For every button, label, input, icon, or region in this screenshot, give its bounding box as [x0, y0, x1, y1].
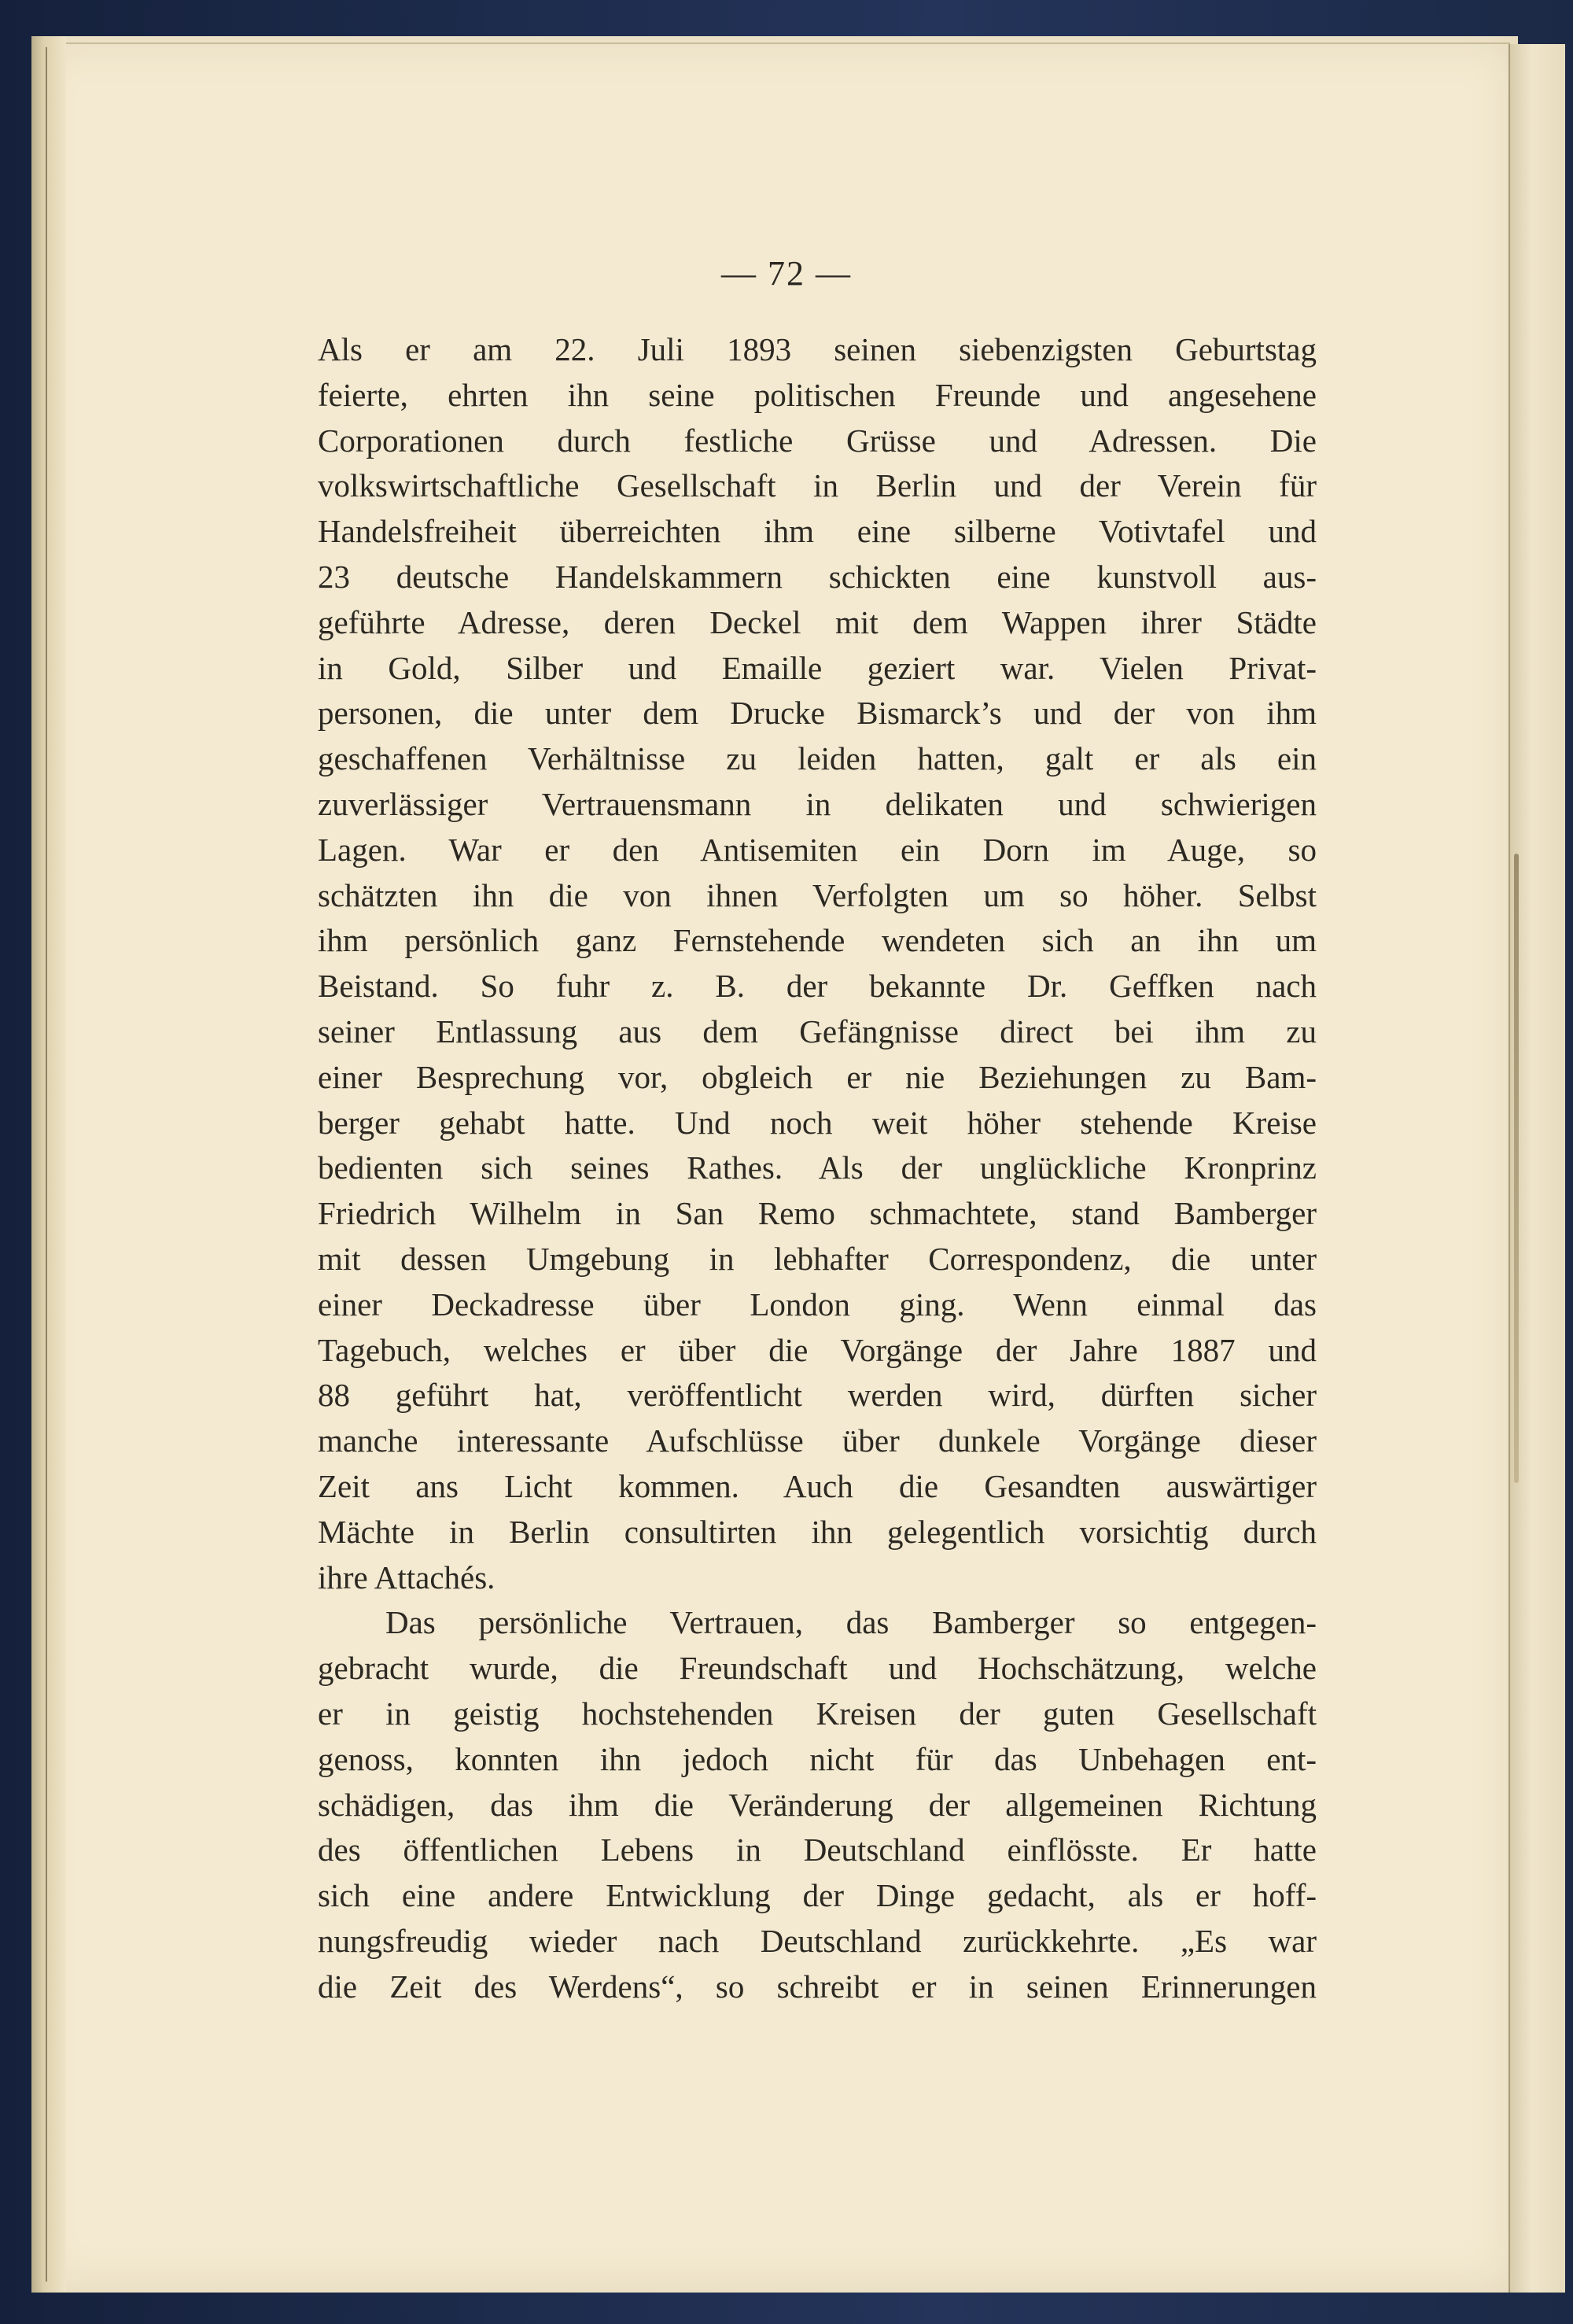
text-line: Mächte in Berlin consultirten ihn gelegentlich vorsichtig durch — [318, 1513, 1317, 1550]
text-line: zuverlässiger Vertrauensmann in delikaten und schwierigen — [318, 785, 1317, 822]
text-line: feierte, ehrten ihn seine politischen Freunde und angesehene — [318, 376, 1317, 413]
binding-mark — [1514, 854, 1519, 1483]
text-line: Das persönliche Vertrauen, das Bamberger so entgegen- — [385, 1604, 1317, 1641]
text-line: Corporationen durch festliche Grüsse und Adressen. Die — [318, 422, 1317, 459]
text-line: einer Besprechung vor, obgleich er nie Beziehungen zu Bam- — [318, 1058, 1317, 1095]
text-line: schätzten ihn die von ihnen Verfolgten um so höher. Selbst — [318, 876, 1317, 913]
text-line: einer Deckadresse über London ging. Wenn einmal das — [318, 1286, 1317, 1322]
text-line: genoss, konnten ihn jedoch nicht für das Unbehagen ent- — [318, 1740, 1317, 1777]
text-line: 23 deutsche Handelskammern schickten eine kunstvoll aus- — [318, 558, 1317, 595]
text-line: 88 geführt hat, veröffentlicht werden wird, dürften sicher — [318, 1377, 1317, 1414]
text-line: in Gold, Silber und Emaille geziert war. Vielen Privat- — [318, 649, 1317, 686]
text-line: die Zeit des Werdens“, so schreibt er in seinen Erinnerungen — [318, 1968, 1317, 2005]
text-line: er in geistig hochstehenden Kreisen der guten Gesellschaft — [318, 1695, 1317, 1732]
text-line: ihre Attachés. — [318, 1559, 495, 1595]
text-line: Tagebuch, welches er über die Vorgänge der Jahre 1887 und — [318, 1331, 1317, 1368]
text-line: ihm persönlich ganz Fernstehende wendeten sich an ihn um — [318, 922, 1317, 959]
text-line: Lagen. War er den Antisemiten ein Dorn im Auge, so — [318, 831, 1317, 868]
text-line: schädigen, das ihm die Veränderung der allgemeinen Richtung — [318, 1786, 1317, 1823]
text-line: seiner Entlassung aus dem Gefängnisse direct bei ihm zu — [318, 1013, 1317, 1049]
text-line: sich eine andere Entwicklung der Dinge gedacht, als er hoff- — [318, 1877, 1317, 1914]
text-line: manche interessante Aufschlüsse über dunkele Vorgänge dieser — [318, 1422, 1317, 1459]
text-line: volkswirtschaftliche Gesellschaft in Berlin und der Verein für — [318, 467, 1317, 504]
text-line: berger gehabt hatte. Und noch weit höher stehende Kreise — [318, 1104, 1317, 1141]
text-line: Als er am 22. Juli 1893 seinen siebenzigsten Geburtstag — [318, 331, 1317, 367]
text-line: Beistand. So fuhr z. B. der bekannte Dr. Geffken nach — [318, 968, 1317, 1005]
gutter-line — [46, 47, 47, 2282]
text-line: personen, die unter dem Drucke Bismarck’s und der von ihm — [318, 695, 1317, 732]
text-line: geschaffenen Verhältnisse zu leiden hatten, galt er als ein — [318, 740, 1317, 777]
page-top-edge — [66, 42, 1510, 44]
text-line: nungsfreudig wieder nach Deutschland zurückkehrte. „Es war — [318, 1922, 1317, 1959]
text-line: Friedrich Wilhelm in San Remo schmachtete, stand Bamberger — [318, 1195, 1317, 1232]
text-line: bedienten sich seines Rathes. Als der unglückliche Kronprinz — [318, 1149, 1317, 1186]
text-line: gebracht wurde, die Freundschaft und Hochschätzung, welche — [318, 1650, 1317, 1687]
text-line: des öffentlichen Lebens in Deutschland einflösste. Er hatte — [318, 1832, 1317, 1868]
page-gutter — [31, 36, 66, 2293]
text-line: geführte Adresse, deren Deckel mit dem Wappen ihrer Städte — [318, 603, 1317, 640]
text-line: Zeit ans Licht kommen. Auch die Gesandten auswärtiger — [318, 1467, 1317, 1504]
page-number: — 72 — — [721, 254, 852, 293]
text-line: Handelsfreiheit überreichten ihm eine silberne Votivtafel und — [318, 513, 1317, 550]
body-text — [318, 327, 1317, 2009]
text-line: mit dessen Umgebung in lebhafter Correspondenz, die unter — [318, 1240, 1317, 1277]
